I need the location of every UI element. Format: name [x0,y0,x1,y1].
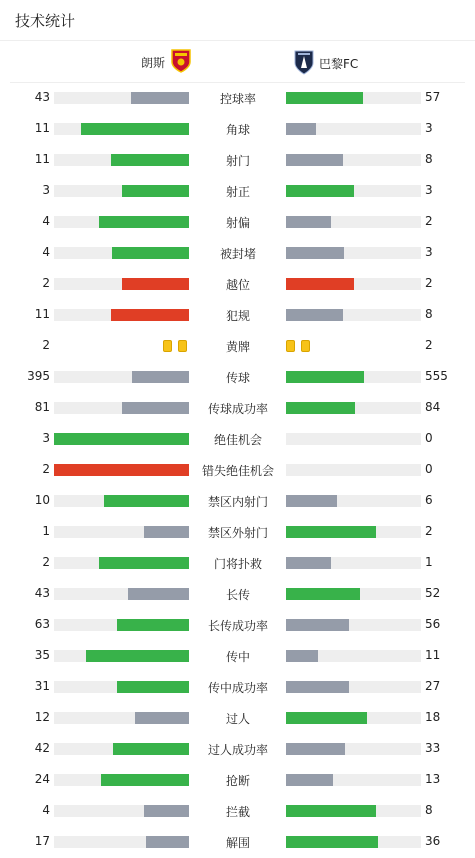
away-bar-fill [286,619,349,631]
stat-label: 射偏 [225,216,250,230]
away-bar-fill [286,774,333,786]
stats-header [0,0,475,41]
stat-label: 禁区内射门 [207,495,268,509]
away-bar-track [286,526,421,538]
away-bar-track [286,402,421,414]
stat-label: 抢断 [225,774,250,788]
home-bar-fill [146,836,189,848]
stat-row [0,176,475,207]
stat-label: 黄牌 [225,340,250,354]
away-bar-fill [286,712,367,724]
stat-row [0,796,475,827]
away-value: 2 [425,276,433,290]
home-bar-fill [135,712,189,724]
home-bar-fill [113,743,189,755]
away-bar-track [286,123,421,135]
home-bar-fill [111,309,189,321]
away-bar-track [286,588,421,600]
stat-label: 过人成功率 [207,743,268,757]
away-bar-fill [286,185,354,197]
home-value: 2 [42,462,50,476]
away-bar-fill [286,216,331,228]
home-bar-track [54,309,189,321]
stat-label: 射门 [225,154,250,168]
home-bar-fill [122,402,190,414]
away-bar-fill [286,836,378,848]
yellow-card-icon [178,340,187,352]
stat-label: 犯规 [225,309,250,323]
home-value: 17 [34,834,50,848]
away-bar-track [286,309,421,321]
away-bar-fill [286,154,343,166]
home-bar-track [54,92,189,104]
away-bar-track [286,247,421,259]
stat-label: 传球 [225,371,250,385]
away-bar-track [286,464,421,476]
stat-label: 控球率 [219,92,256,106]
away-bar-track [286,278,421,290]
away-value: 8 [425,307,433,321]
stat-row [0,517,475,548]
stat-row [0,300,475,331]
away-value: 555 [425,369,448,383]
away-value: 0 [425,462,433,476]
away-value: 2 [425,214,433,228]
home-bar-track [54,433,189,445]
home-value: 12 [34,710,50,724]
away-value: 3 [425,245,433,259]
away-bar-track [286,836,421,848]
stat-row [0,114,475,145]
page-title: 技术统计 [15,12,76,30]
home-bar-track [54,216,189,228]
stat-row [0,207,475,238]
away-bar-track [286,743,421,755]
home-value: 3 [42,183,50,197]
away-bar-track [286,154,421,166]
home-value: 43 [34,90,50,104]
stat-row [0,610,475,641]
home-value: 4 [42,214,50,228]
away-bar-fill [286,371,364,383]
home-value: 35 [34,648,50,662]
home-bar-fill [144,805,189,817]
away-bar-track [286,557,421,569]
away-value: 3 [425,121,433,135]
away-bar-fill [286,92,363,104]
home-bar-fill [122,278,190,290]
home-bar-track [54,619,189,631]
away-value: 52 [425,586,441,600]
home-bar-fill [104,495,189,507]
home-value: 11 [34,152,50,166]
away-bar-track [286,216,421,228]
home-value: 2 [42,276,50,290]
stat-row [0,672,475,703]
home-bar-track [54,154,189,166]
stat-row [0,765,475,796]
stat-label: 被封堵 [219,247,256,261]
home-bar-fill [54,433,189,445]
away-bar-fill [286,650,318,662]
home-bar-track [54,185,189,197]
home-value: 1 [42,524,50,538]
home-bar-track [54,712,189,724]
home-bar-fill [99,216,189,228]
home-bar-fill [144,526,189,538]
home-bar-track [54,681,189,693]
stat-label: 长传成功率 [207,619,268,633]
stat-label: 传球成功率 [207,402,268,416]
home-bar-track [54,123,189,135]
stat-row [0,486,475,517]
home-bar-track [54,278,189,290]
away-bar-fill [286,123,316,135]
stat-label: 过人 [225,712,250,726]
stat-row [0,393,475,424]
home-bar-track [54,526,189,538]
home-bar-track [54,743,189,755]
home-value: 3 [42,431,50,445]
home-bar-fill [117,619,189,631]
away-value: 2 [425,338,433,352]
stat-label: 传中 [225,650,250,664]
yellow-card-icon [301,340,310,352]
away-bar-fill [286,309,343,321]
home-value: 395 [27,369,50,383]
away-value: 8 [425,152,433,166]
stat-label: 解围 [225,836,250,850]
home-bar-fill [112,247,189,259]
stat-label: 射正 [225,185,250,199]
home-value: 11 [34,307,50,321]
stat-row [0,641,475,672]
home-bar-track [54,650,189,662]
stat-row [0,548,475,579]
away-bar-fill [286,805,376,817]
away-bar-track [286,774,421,786]
stat-label: 错失绝佳机会 [201,464,274,478]
home-bar-track [54,464,189,476]
home-team[interactable] [141,49,191,76]
home-bar-track [54,805,189,817]
away-bar-fill [286,557,331,569]
away-bar-fill [286,681,349,693]
away-bar-fill [286,495,337,507]
stat-label: 越位 [225,278,250,292]
away-team-crest-icon [293,49,315,78]
home-bar-fill [101,774,189,786]
away-value: 8 [425,803,433,817]
home-bar-track [54,588,189,600]
stat-label: 门将扑救 [213,557,262,571]
stat-label: 拦截 [225,805,250,819]
away-bar-track [286,495,421,507]
away-bar-fill [286,743,345,755]
away-bar-track [286,371,421,383]
home-value: 31 [34,679,50,693]
home-value: 10 [34,493,50,507]
stat-label: 角球 [225,123,250,137]
away-bar-track [286,92,421,104]
home-bar-track [54,774,189,786]
stat-row [0,269,475,300]
away-value: 13 [425,772,441,786]
away-bar-fill [286,588,360,600]
home-value: 43 [34,586,50,600]
away-value: 3 [425,183,433,197]
away-bar-fill [286,402,355,414]
stat-row [0,362,475,393]
stat-row [0,827,475,858]
home-bar-fill [131,92,189,104]
teams-row [10,41,465,83]
away-value: 84 [425,400,441,414]
away-bar-track [286,712,421,724]
away-bar-track [286,433,421,445]
stat-label: 传中成功率 [207,681,268,695]
away-value: 33 [425,741,441,755]
away-value: 57 [425,90,441,104]
away-bar-track [286,650,421,662]
stats-list [0,83,475,858]
away-value: 36 [425,834,441,848]
stat-label: 长传 [225,588,250,602]
home-bar-fill [117,681,189,693]
home-bar-fill [111,154,189,166]
stat-row [0,424,475,455]
home-value: 42 [34,741,50,755]
home-value: 63 [34,617,50,631]
home-bar-fill [128,588,189,600]
home-bar-fill [122,185,190,197]
away-bar-track [286,185,421,197]
away-value: 0 [425,431,433,445]
away-team-name: 巴黎FC [319,57,359,71]
stat-row [0,145,475,176]
home-bar-track [54,557,189,569]
stat-row [0,579,475,610]
home-bar-track [54,402,189,414]
stat-row [0,734,475,765]
home-value: 81 [34,400,50,414]
yellow-card-icon [163,340,172,352]
home-bar-track [54,836,189,848]
away-value: 27 [425,679,441,693]
home-bar-fill [99,557,189,569]
home-bar-fill [86,650,189,662]
stat-row [0,331,475,362]
home-team-crest-icon [171,49,191,76]
away-value: 6 [425,493,433,507]
stat-row [0,83,475,114]
home-bar-track [54,247,189,259]
away-bar-fill [286,247,344,259]
away-value: 2 [425,524,433,538]
home-bar-track [54,371,189,383]
stat-label: 禁区外射门 [207,526,268,540]
home-value: 11 [34,121,50,135]
home-value: 2 [42,555,50,569]
away-bar-fill [286,526,376,538]
home-bar-track [54,495,189,507]
stat-row [0,703,475,734]
home-bar-fill [132,371,189,383]
away-value: 18 [425,710,441,724]
away-bar-track [286,805,421,817]
home-team-name: 朗斯 [140,56,165,70]
stat-row [0,455,475,486]
stat-label: 绝佳机会 [213,433,262,447]
yellow-card-icon [286,340,295,352]
home-value: 2 [42,338,50,352]
home-bar-fill [54,464,189,476]
stat-row [0,238,475,269]
away-bar-fill [286,278,354,290]
home-bar-fill [81,123,189,135]
away-value: 1 [425,555,433,569]
away-bar-track [286,619,421,631]
home-value: 24 [34,772,50,786]
home-value: 4 [42,803,50,817]
away-value: 11 [425,648,441,662]
away-bar-track [286,681,421,693]
away-value: 56 [425,617,441,631]
home-value: 4 [42,245,50,259]
away-team[interactable] [293,49,358,78]
